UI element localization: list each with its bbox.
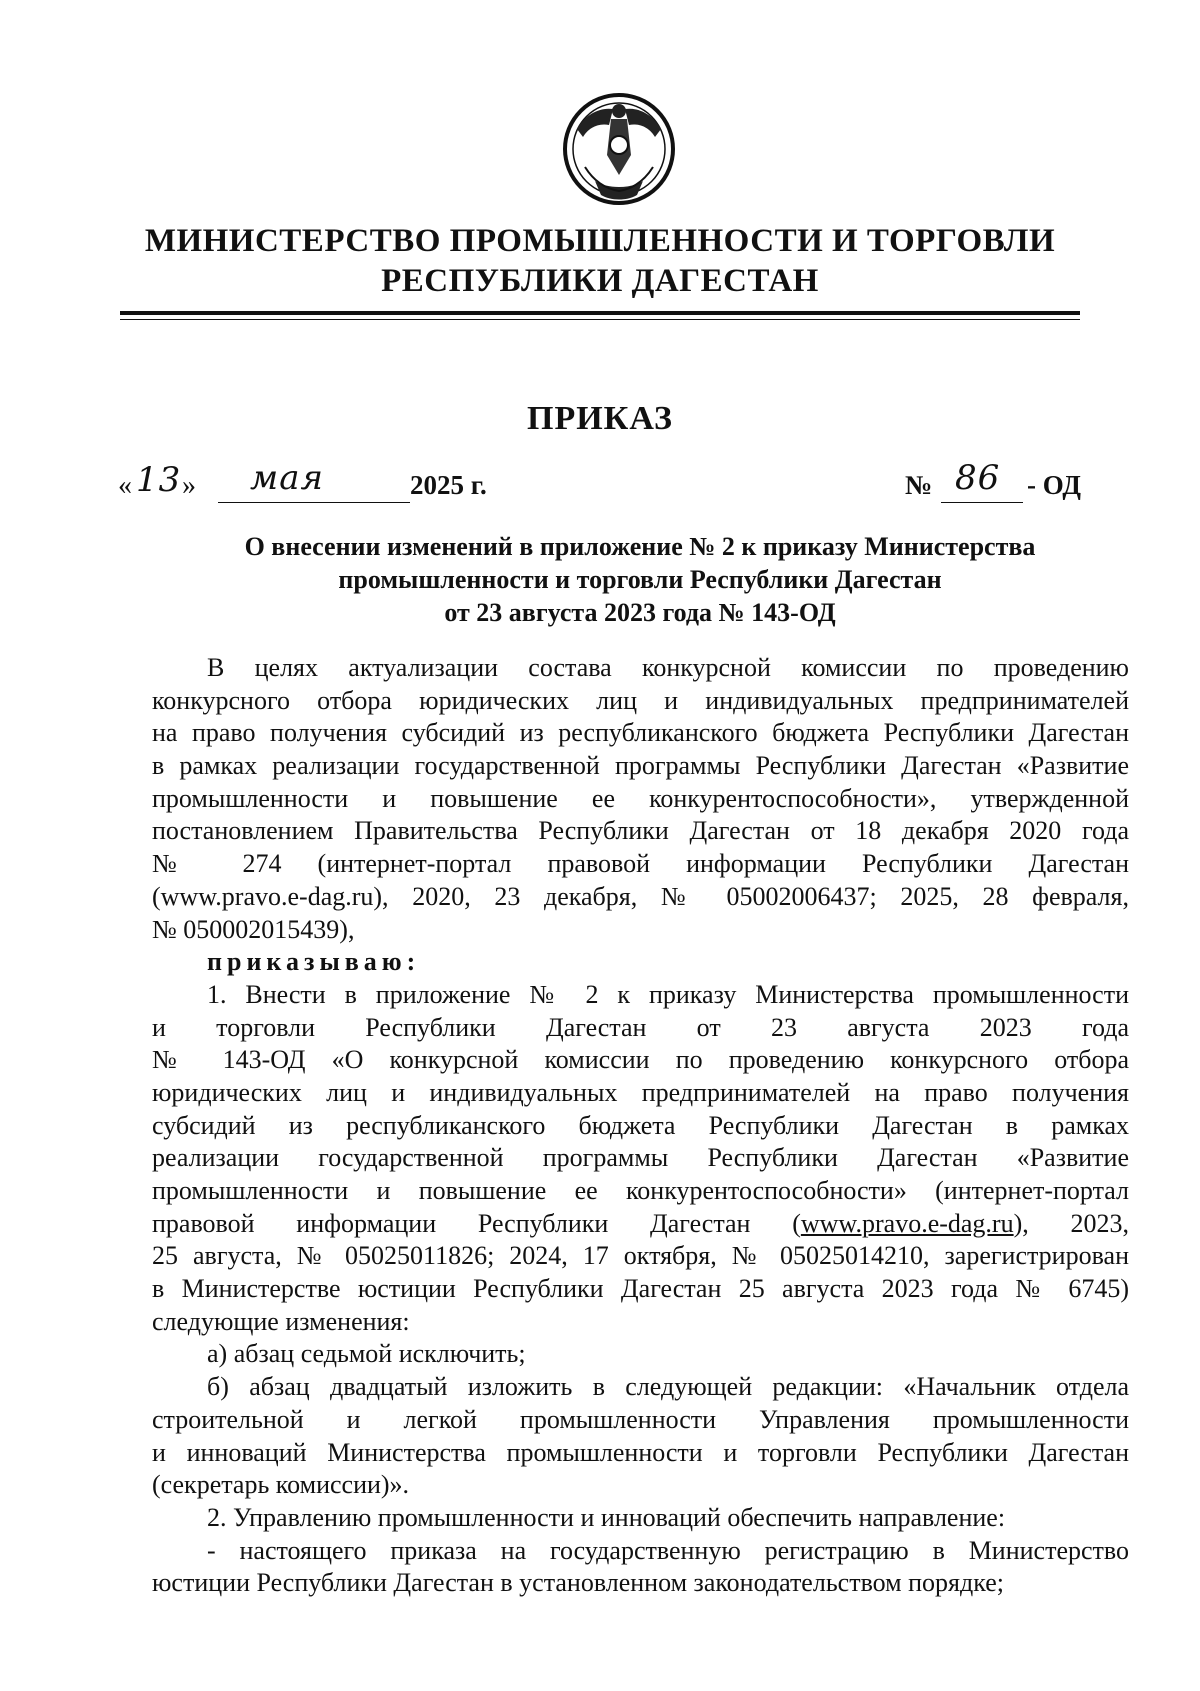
- body-line: реализации государственной программы Республики Дагестан «Развитие: [152, 1143, 1129, 1173]
- body-line: следующие изменения:: [152, 1306, 410, 1336]
- body-line: постановлением Правительства Республики Дагестан от 18 декабря 2020 года: [152, 816, 1129, 846]
- body-line: 25 августа, № 05025011826; 2024, 17 октября, № 05025014210, зарегистрирован: [152, 1241, 1129, 1271]
- dash-item-line: - настоящего приказа на государственную регистрацию в Министерство: [207, 1535, 1129, 1565]
- decree-word: приказываю:: [207, 947, 421, 977]
- date-month-handwritten: мая: [250, 458, 324, 498]
- order-body: [152, 652, 1129, 1600]
- coat-of-arms-icon: [555, 85, 683, 213]
- item-b-line: б) абзац двадцатый изложить в следующей редакции: «Начальник отдела: [207, 1372, 1129, 1402]
- number-field: [941, 458, 1023, 503]
- body-line: на право получения субсидий из республиканского бюджета Республики Дагестан: [152, 718, 1129, 748]
- item-b-line: и инноваций Министерства промышленности и торговли Республики Дагестан: [152, 1437, 1129, 1467]
- body-line: (www.pravo.e-dag.ru), 2020, 23 декабря, № 05002006437; 2025, 28 февраля,: [152, 881, 1129, 911]
- body-line: промышленности и повышение ее конкурентоспособности», утвержденной: [152, 783, 1129, 813]
- date-year: 2025 г.: [410, 470, 487, 500]
- subject-line: промышленности и торговли Республики Дагестан: [338, 565, 942, 594]
- date-day-handwritten: 13: [136, 460, 182, 500]
- body-line: и торговли Республики Дагестан от 23 августа 2023 года: [152, 1012, 1129, 1042]
- dash-item-line: юстиции Республики Дагестан в установленном законодательством порядке;: [152, 1568, 1004, 1598]
- number-handwritten: 86: [955, 458, 1001, 498]
- body-text: ), 2023,: [1013, 1208, 1129, 1238]
- body-line: в Министерстве юстиции Республики Дагестан 25 августа 2023 года № 6745): [152, 1274, 1129, 1304]
- pravo-link[interactable]: www.pravo.e-dag.ru: [800, 1208, 1014, 1238]
- ministry-name-line1: МИНИСТЕРСТВО ПРОМЫШЛЕННОСТИ И ТОРГОВЛИ: [144, 223, 1056, 259]
- body-line: конкурсного отбора юридических лиц и индивидуальных предпринимателей: [152, 685, 1129, 715]
- item-b-line: строительной и легкой промышленности Управления промышленности: [152, 1404, 1129, 1434]
- body-line: субсидий из республиканского бюджета Республики Дагестан в рамках: [152, 1110, 1129, 1140]
- subject-line: от 23 августа 2023 года № 143-ОД: [444, 598, 836, 627]
- header-rule-thick: [120, 311, 1080, 315]
- body-line: 1. Внести в приложение № 2 к приказу Министерства промышленности: [207, 979, 1129, 1009]
- ministry-name-line2: РЕСПУБЛИКИ ДАГЕСТАН: [381, 263, 819, 299]
- number-suffix: - ОД: [1027, 470, 1081, 500]
- quote-open: «: [118, 470, 132, 501]
- date-month-field: [218, 458, 410, 503]
- quote-close: »: [182, 470, 196, 501]
- body-text: правовой информации Республики Дагестан (: [152, 1208, 801, 1238]
- body-line: № 143-ОД «О конкурсной комиссии по проведению конкурсного отбора: [152, 1045, 1129, 1075]
- order-title: ПРИКАЗ: [527, 400, 673, 437]
- body-line: юридических лиц и индивидуальных предпринимателей на право получения: [152, 1077, 1129, 1107]
- header-rule-thin: [120, 319, 1080, 320]
- body-line-with-link: [152, 1208, 1129, 1241]
- paragraph-2: 2. Управлению промышленности и инноваций обеспечить направление:: [207, 1502, 1006, 1532]
- body-line: промышленности и повышение ее конкурентоспособности» (интернет-портал: [152, 1176, 1129, 1205]
- body-line: № 050002015439),: [152, 914, 355, 944]
- body-line: в рамках реализации государственной программы Республики Дагестан «Развитие: [152, 751, 1129, 781]
- body-line: В целях актуализации состава конкурсной комиссии по проведению: [207, 653, 1129, 682]
- item-b-line: (секретарь комиссии)».: [152, 1470, 410, 1500]
- body-line: № 274 (интернет-портал правовой информации Республики Дагестан: [152, 849, 1129, 879]
- subject-line: О внесении изменений в приложение № 2 к приказу Министерства: [244, 532, 1036, 561]
- order-subject: [200, 530, 1080, 629]
- order-number: [905, 458, 1085, 504]
- number-sign: №: [905, 470, 933, 500]
- item-a: а) абзац седьмой исключить;: [207, 1339, 526, 1369]
